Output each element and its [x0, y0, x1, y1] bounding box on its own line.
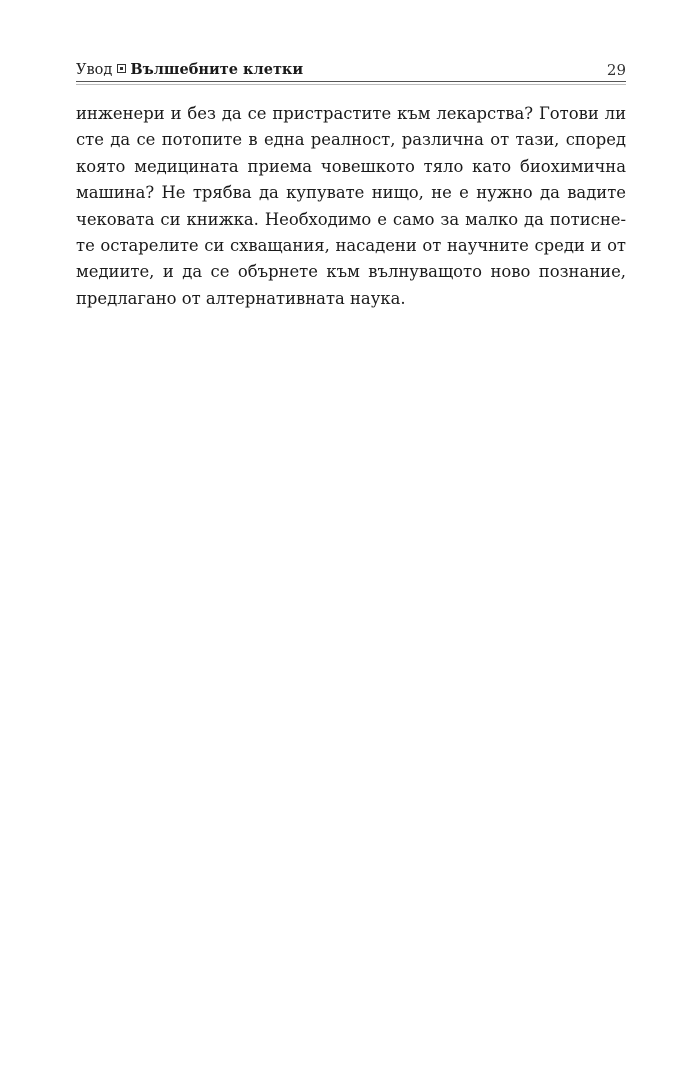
running-header: [76, 60, 626, 82]
text-line: машина? Не трябва да купувате нищо, не е нужно да вадите: [76, 183, 626, 203]
square-bullet-icon: [117, 64, 126, 73]
page-number: 29: [606, 61, 626, 79]
header-title-group: [76, 60, 303, 80]
text-line: инженери и без да се пристрастите към лекарства? Готови ли: [76, 104, 626, 123]
header-section-title: Увод: [76, 62, 113, 78]
text-line: чековата си книжка. Необходимо е само за малко да потисне-: [76, 209, 626, 229]
header-chapter-title: Вълшебните клетки: [130, 61, 304, 78]
header-divider: [76, 81, 626, 82]
text-line: която медицината приема човешкото тяло като биохимична: [76, 156, 626, 176]
text-line: медиите, и да се обърнете към вълнуващото ново познание,: [76, 262, 626, 282]
text-line: предлагано от алтернативната наука.: [76, 288, 406, 308]
body-paragraph: [76, 101, 626, 312]
text-line: те остарелите си схващания, насадени от научните среди и от: [76, 236, 626, 256]
text-line: сте да се потопите в една реалност, различна от тази, според: [76, 130, 626, 150]
